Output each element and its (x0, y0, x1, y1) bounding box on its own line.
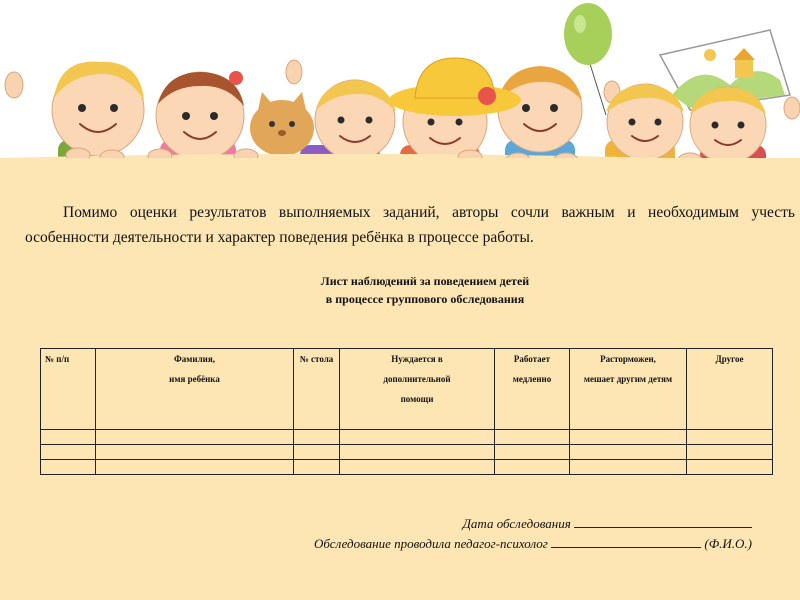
table-cell[interactable] (495, 430, 570, 445)
header-text-line: помощи (400, 394, 434, 404)
header-text-line: № п/п (45, 354, 70, 364)
table-cell[interactable] (294, 445, 340, 460)
exam-date-line (463, 515, 752, 533)
table-cell[interactable] (41, 460, 96, 475)
header-text-line: Работает (513, 354, 551, 364)
table-cell[interactable] (570, 430, 687, 445)
cat-icon (250, 92, 314, 156)
sheet-title-line2: в процессе группового обследования (325, 292, 525, 306)
exam-date-field[interactable] (574, 515, 752, 528)
header-text-line: Расторможен, (600, 354, 656, 364)
header-works-slowly (495, 349, 570, 430)
header-text-line: Нуждается в (391, 354, 443, 364)
header-text-line: Фамилия, (174, 354, 215, 364)
header-text-line: дополнительной (383, 374, 451, 384)
header-desk (294, 349, 340, 430)
table-cell[interactable] (340, 445, 495, 460)
header-name (96, 349, 294, 430)
header-text-line: Другое (715, 354, 744, 364)
header-text-line: медленно (512, 374, 552, 384)
table-cell[interactable] (340, 430, 495, 445)
header-text-line: имя ребёнка (169, 374, 220, 384)
conducted-by-line (314, 535, 752, 553)
table-cell[interactable] (96, 445, 294, 460)
header-disinhibited (570, 349, 687, 430)
table-cell[interactable] (96, 430, 294, 445)
table-row (41, 445, 773, 460)
table-cell[interactable] (570, 460, 687, 475)
children-illustration (0, 0, 800, 175)
conducted-by-label: Обследование проводила педагог-психолог (314, 536, 548, 551)
table-cell[interactable] (340, 460, 495, 475)
hat-icon (389, 58, 521, 116)
table-cell[interactable] (570, 445, 687, 460)
header-text-line: № стола (299, 354, 334, 364)
table-cell[interactable] (294, 460, 340, 475)
exam-date-label: Дата обследования (462, 516, 571, 531)
table-cell[interactable] (294, 430, 340, 445)
table-cell[interactable] (41, 445, 96, 460)
fio-label: (Ф.И.О.) (704, 536, 752, 551)
table-row (41, 430, 773, 445)
sheet-title-line1: Лист наблюдений за поведением детей (320, 274, 530, 288)
psychologist-name-field[interactable] (551, 535, 701, 548)
header-needs-help (340, 349, 495, 430)
header-other (687, 349, 773, 430)
table-cell[interactable] (495, 445, 570, 460)
intro-paragraph (25, 200, 795, 250)
table-cell[interactable] (41, 430, 96, 445)
table-cell[interactable] (687, 430, 773, 445)
observation-table (40, 348, 773, 475)
table-row (41, 460, 773, 475)
intro-text: Помимо оценки результатов выполняемых заданий, авторы сочли важным и необходимым учесть особенности деятельности и характер поведения ребёнка в процессе работы. (25, 204, 795, 246)
table-cell[interactable] (687, 445, 773, 460)
table-header-row (41, 349, 773, 430)
table-cell[interactable] (495, 460, 570, 475)
header-text-line: мешает другим детям (583, 374, 673, 384)
table-cell[interactable] (96, 460, 294, 475)
header-number (41, 349, 96, 430)
table-cell[interactable] (687, 460, 773, 475)
